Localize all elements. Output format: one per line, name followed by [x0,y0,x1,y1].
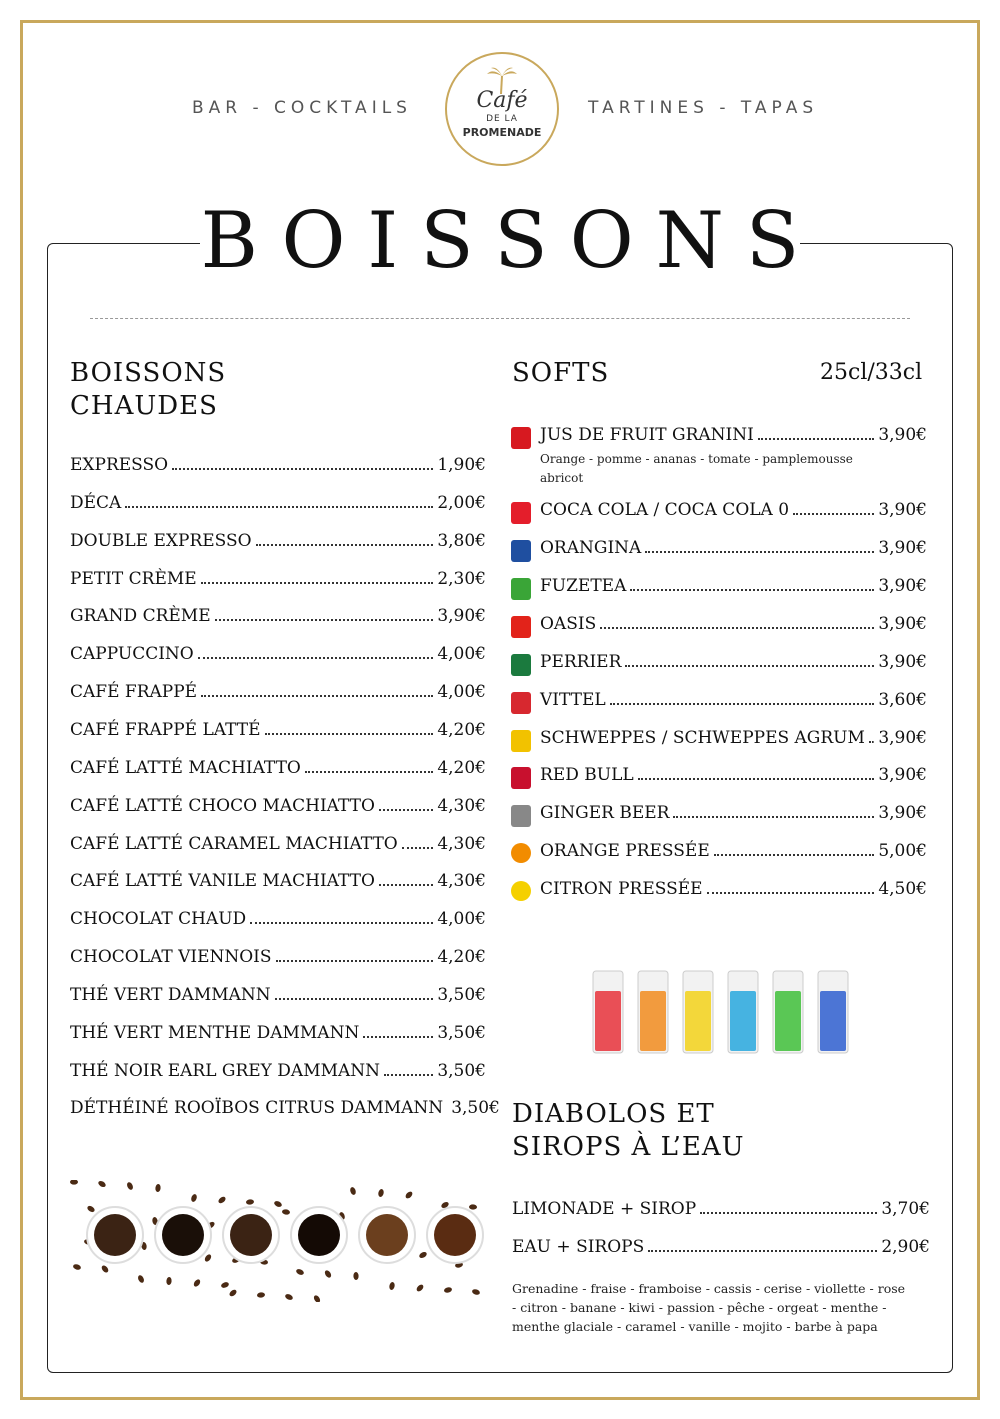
item-name: CHOCOLAT VIENNOIS [70,947,272,968]
item-name: CHOCOLAT CHAUD [70,909,247,930]
item-name: CAFÉ LATTÉ MACHIATTO [70,757,301,778]
menu-row [70,758,486,778]
dot-leader [402,847,434,849]
item-price: 3,90€ [437,606,486,627]
coffee-content [230,1214,272,1256]
coffee-bean [155,1184,161,1192]
dot-leader [793,513,874,515]
item-price: 4,50€ [878,879,927,899]
item-name: ORANGINA [540,538,642,558]
dot-leader [201,582,434,584]
menu-row [540,576,927,596]
menu-row [70,531,486,551]
item-name: CITRON PRESSÉE [540,879,703,899]
item-price: 3,50€ [437,984,486,1005]
coffee-bean [220,1281,229,1289]
item-name: FUZETEA [540,576,627,596]
dot-leader [758,438,874,440]
item-price: 3,70€ [881,1199,930,1219]
item-price: 3,50€ [451,1098,500,1119]
coffee-bean [190,1193,198,1202]
item-price: 3,80€ [437,530,486,551]
coffee-bean [137,1274,145,1283]
coffee-bean [217,1195,227,1204]
coffee-cups-illustration [70,1180,488,1302]
brand-logo-icon [511,427,531,449]
coffee-bean [443,1287,452,1294]
menu-row [70,455,486,475]
coffee-content [94,1214,136,1256]
dot-leader [172,468,433,470]
coffee-bean [257,1292,266,1298]
coffee-bean [284,1293,293,1301]
item-name: OASIS [540,614,597,634]
coffee-content [298,1214,340,1256]
dot-leader [275,998,434,1000]
item-price: 4,20€ [437,757,486,778]
item-price: 1,90€ [437,455,486,475]
item-price: 3,90€ [878,425,927,445]
brand-logo-icon [511,578,531,600]
menu-row [540,425,927,445]
item-name: DOUBLE EXPRESSO [70,530,252,551]
coffee-bean [97,1180,107,1188]
item-name: LIMONADE + SIROP [512,1199,697,1219]
item-name: CAFÉ LATTÉ VANILE MACHIATTO [70,871,375,892]
coffee-bean [418,1251,428,1259]
brand-logo-icon [511,616,531,638]
dot-leader [125,506,433,508]
coffee-bean [471,1288,480,1295]
item-price: 3,90€ [878,576,927,596]
softs-volume-unit: 25cl/33cl [820,360,923,385]
dot-leader [714,854,875,856]
cafe-logo [445,52,559,166]
menu-row [540,652,927,672]
coffee-bean [378,1189,385,1198]
item-name: ORANGE PRESSÉE [540,841,710,861]
dot-leader [638,778,875,780]
item-name: EAU + SIROPS [512,1237,645,1257]
menu-row [70,606,486,626]
item-price: 4,00€ [437,909,486,930]
logo-script-text: Café [476,88,528,113]
dot-leader [379,809,433,811]
glass-liquid [730,991,756,1051]
coffee-bean [86,1205,96,1214]
item-name: DÉTHÉINÉ ROOÏBOS CITRUS DAMMANN [70,1098,444,1119]
menu-row [70,682,486,702]
item-name: SCHWEPPES / SCHWEPPES AGRUM [540,728,865,748]
logo-small-text: DE LA [486,114,518,124]
menu-row [540,803,927,823]
dot-leader [384,1074,433,1076]
brand-logo-icon [511,502,531,524]
menu-row [512,1237,930,1257]
coffee-bean [246,1199,254,1205]
coffee-bean [295,1268,304,1276]
glass-liquid [640,991,666,1051]
dot-leader [673,816,874,818]
item-price: 3,90€ [878,614,927,634]
coffee-bean [389,1282,396,1291]
dot-leader [276,960,434,962]
menu-row [512,1199,930,1219]
item-name: PERRIER [540,652,622,672]
menu-row [70,493,486,513]
diabolos-title: DIABOLOS ET SIROPS À L’EAU [512,1099,745,1162]
dot-leader [363,1036,433,1038]
menu-row [70,644,486,664]
brand-logo-icon [511,843,531,863]
item-price: 2,30€ [437,568,486,589]
coffee-bean [166,1277,172,1285]
coffee-bean [193,1278,202,1288]
dot-leader [250,922,433,924]
page-title: BOISSONS [200,196,822,286]
item-name: VITTEL [540,690,606,710]
item-name: GINGER BEER [540,803,670,823]
coffee-bean [100,1264,109,1273]
item-price: 3,60€ [878,690,927,710]
dot-leader [869,741,874,743]
dot-leader [630,589,874,591]
dot-leader [198,657,434,659]
coffee-bean [349,1186,357,1195]
dot-leader [648,1250,877,1252]
menu-row [70,1023,486,1043]
brand-logo-icon [511,767,531,789]
brand-logo-icon [511,730,531,752]
coffee-bean [204,1253,213,1263]
syrup-flavours: Grenadine - fraise - framboise - cassis - cerise - viollette - rose - citron - banane - kiwi - passion - pêche - orgeat - menthe - menthe glaciale - caramel - vanille - mojito - barbe à papa [512,1281,906,1334]
coffee-bean [228,1288,237,1297]
menu-row [540,690,927,710]
menu-row [540,765,927,785]
glass-liquid [595,991,621,1051]
item-name: COCA COLA / COCA COLA 0 [540,500,790,520]
menu-row [70,569,486,589]
item-price: 3,90€ [878,803,927,823]
item-price: 3,90€ [878,765,927,785]
coffee-bean [126,1181,134,1190]
item-price: 4,20€ [437,947,486,968]
logo-main-text: PROMENADE [462,126,542,139]
coffee-bean [273,1200,282,1208]
item-price: 3,90€ [878,652,927,672]
item-price: 2,90€ [881,1237,930,1257]
item-name: EXPRESSO [70,455,169,475]
item-price: 4,00€ [437,644,486,665]
dot-leader [700,1212,877,1214]
item-price: 4,20€ [437,719,486,740]
colored-glasses-illustration [585,965,865,1057]
menu-row [70,796,486,816]
dot-leader [379,884,433,886]
menu-row [70,1061,486,1081]
coffee-bean [282,1209,291,1215]
brand-logo-icon [511,654,531,676]
dot-leader [707,892,875,894]
item-name: CAFÉ LATTÉ CARAMEL MACHIATTO [70,833,398,854]
item-name: CAPPUCCINO [70,644,194,665]
coffee-bean [72,1263,81,1270]
item-name: CAFÉ FRAPPÉ LATTÉ [70,719,261,740]
dot-leader [625,665,874,667]
tagline-right: TARTINES - TAPAS [588,98,819,118]
menu-row [70,1098,500,1119]
item-price: 3,50€ [437,1060,486,1081]
coffee-bean [404,1190,413,1199]
menu-row [70,947,486,967]
menu-row [70,720,486,740]
menu-row [540,879,927,899]
menu-row [540,841,927,861]
item-price: 5,00€ [878,841,927,861]
menu-row [70,834,486,854]
item-name: THÉ NOIR EARL GREY DAMMANN [70,1060,381,1081]
menu-row [70,909,486,929]
item-name: PETIT CRÈME [70,568,197,589]
dot-leader [256,544,434,546]
coffee-content [366,1214,408,1256]
dot-leader [610,703,875,705]
coffee-bean [324,1269,333,1279]
coffee-bean [415,1283,424,1292]
coffee-bean [70,1180,78,1185]
glass-liquid [685,991,711,1051]
softs-title: SOFTS [512,358,610,388]
item-name: THÉ VERT DAMMANN [70,984,271,1005]
item-name: THÉ VERT MENTHE DAMMANN [70,1022,360,1043]
dot-leader [215,619,434,621]
dot-leader [600,627,874,629]
dot-leader [265,733,434,735]
item-name: GRAND CRÈME [70,606,211,627]
item-price: 4,30€ [437,795,486,816]
menu-row [540,538,927,558]
item-price: 4,30€ [437,833,486,854]
item-price: 3,50€ [437,1022,486,1043]
item-name: CAFÉ FRAPPÉ [70,682,198,703]
brand-logo-icon [511,692,531,714]
coffee-bean [353,1272,358,1280]
menu-row [540,614,927,634]
menu-row [70,985,486,1005]
coffee-content [434,1214,476,1256]
glass-liquid [775,991,801,1051]
hot-drinks-title: BOISSONS CHAUDES [70,358,227,421]
item-price: 4,30€ [437,871,486,892]
brand-logo-icon [511,540,531,562]
dot-leader [305,771,433,773]
dot-leader [201,695,433,697]
coffee-bean [469,1204,477,1209]
item-price: 4,00€ [437,682,486,703]
item-name: DÉCA [70,492,122,513]
menu-row [540,500,927,520]
dot-leader [645,551,874,553]
tagline-left: BAR - COCKTAILS [192,98,412,118]
coffee-content [162,1214,204,1256]
item-price: 3,90€ [878,728,927,748]
brand-logo-icon [511,805,531,827]
item-name: RED BULL [540,765,634,785]
item-price: 2,00€ [437,492,486,513]
item-price: 3,90€ [878,538,927,558]
coffee-bean [313,1294,322,1302]
menu-row [540,728,927,748]
brand-logo-icon [511,881,531,901]
granini-flavours: Orange - pomme - ananas - tomate - pamplemousse abricot [540,452,853,485]
glass-liquid [820,991,846,1051]
item-name: JUS DE FRUIT GRANINI [540,425,754,445]
item-name: CAFÉ LATTÉ CHOCO MACHIATTO [70,795,375,816]
item-price: 3,90€ [878,500,927,520]
dashed-divider [90,318,910,319]
menu-row [70,871,486,891]
